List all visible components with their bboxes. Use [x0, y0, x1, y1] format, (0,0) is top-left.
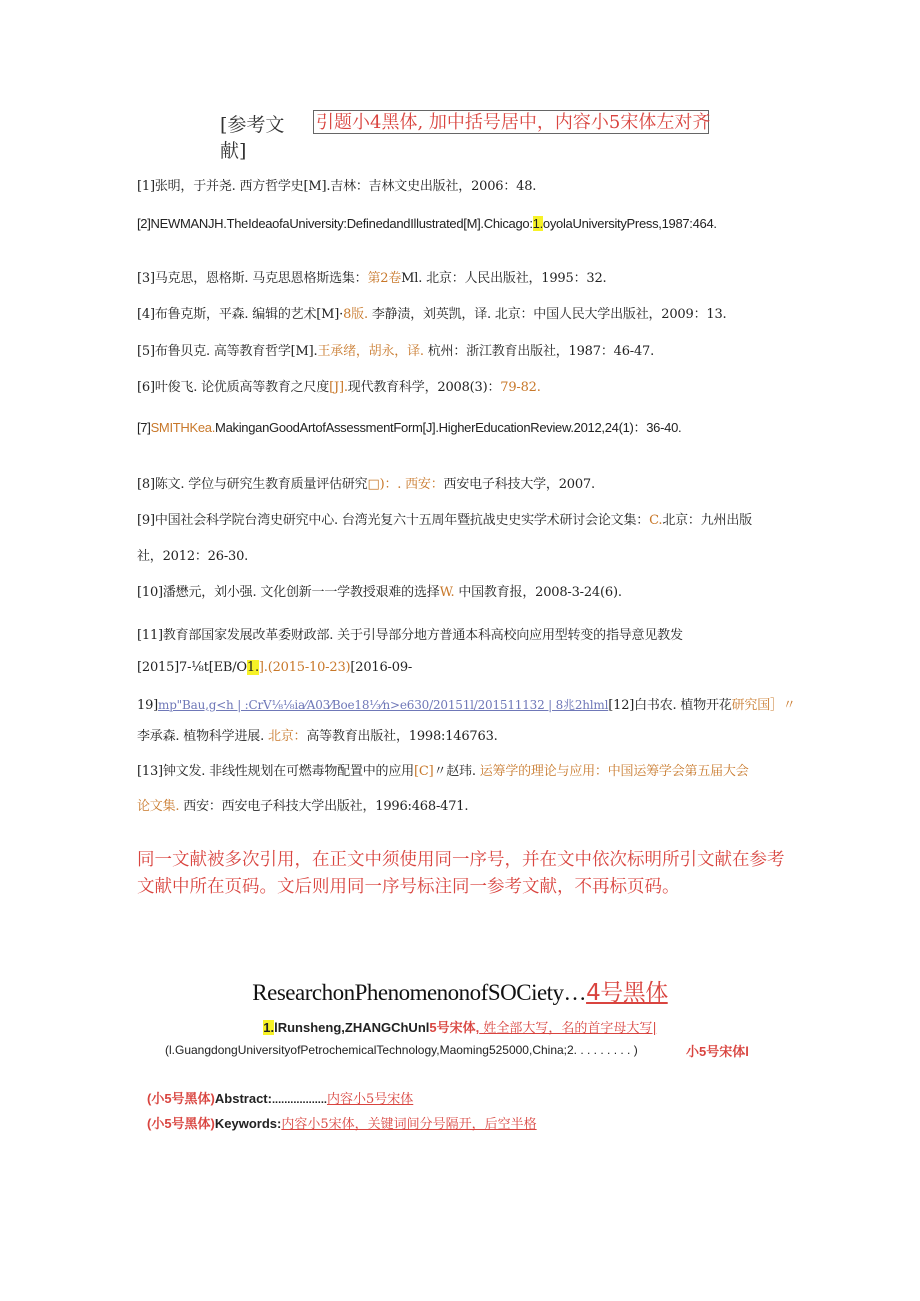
reference-9	[137, 509, 752, 528]
reference-4	[137, 303, 726, 322]
reference-12-line2	[137, 725, 498, 744]
abstract-line	[147, 1088, 413, 1107]
reference-6-text-mid: 现代教育科学，2008(3)：	[347, 380, 501, 395]
reference-11-date: ].(2015-10-23)	[258, 660, 351, 675]
author-annotation-1: 5号宋体,	[429, 1020, 480, 1035]
reference-12-text-line2-end: 高等教育出版社，1998:146763.	[306, 729, 498, 744]
reference-10-text-end: 中国教育报，2008-3-24(6).	[454, 585, 622, 600]
reference-3	[137, 267, 606, 286]
reference-13-line2	[137, 795, 468, 814]
reference-2-highlight: 1.	[532, 216, 543, 231]
english-title	[0, 974, 920, 1007]
reference-3-text: [3]马克思，恩格斯. 马克思恩格斯选集：	[137, 271, 368, 286]
reference-10	[137, 581, 622, 600]
reference-9-line2	[137, 545, 248, 564]
english-title-text: ResearchonPhenomenonofSOCiety…	[252, 980, 587, 1005]
reference-13-text: [13]钟文发. 非线性规划在可燃毒物配置中的应用	[137, 764, 414, 779]
citation-note: 同一文献被多次引用，在正文中须使用同一序号，并在文中依次标明所引文献在参考文献中所在页码。文后则用同一序号标注同一参考文献，不再标页码。	[137, 850, 785, 897]
reference-7-text-end: MakinganGoodArtofAssessmentForm[J].HigherEducationReview.2012,24(1)：36-40.	[215, 420, 682, 435]
reference-9-text-line2: 社，2012：26-30.	[137, 549, 249, 564]
reference-3-mark: 第2卷	[367, 271, 402, 286]
abstract-annotation: (小5号黑体)	[147, 1091, 215, 1106]
reference-3-text-end: Ml. 北京：人民出版社，1995：32.	[401, 271, 607, 286]
reference-12-text: [12]白书农. 植物开花	[608, 698, 732, 713]
reference-8-text-end: 西安电子科技大学，2007.	[443, 477, 595, 492]
reference-11-text-line2: [2015]7-⅛t[EB/O	[137, 660, 247, 675]
reference-11-line3	[137, 694, 796, 713]
reference-13-mark-3: 论文集.	[137, 799, 180, 814]
reference-6-mark-1: [J].	[329, 380, 348, 395]
author-highlight: 1.	[263, 1020, 275, 1035]
references-heading	[220, 112, 284, 164]
reference-11-url-link[interactable]: mp"Bau,g<h | :CrV⅛⅛ia⁄A03⁄Boe18⅓⁄n>e630/20151l/201511132 | 8兆2hlml	[158, 698, 609, 712]
reference-8-mark: □)：. 西安：	[367, 477, 444, 492]
reference-6-mark-2: 79-82.	[500, 380, 541, 395]
reference-6	[137, 376, 541, 395]
reference-4-text-end: 李静渍，刘英凯，译. 北京：中国人民大学出版社，2009：13.	[367, 307, 727, 322]
reference-8	[137, 473, 595, 492]
keywords-content: 内容小5宋体，关键词间分号隔开，后空半格	[281, 1117, 537, 1132]
english-title-annotation: 4号黑体	[586, 980, 668, 1006]
reference-1-text: [1]张明，于并尧. 西方哲学史[M].吉林：吉林文史出版社，2006：48.	[137, 179, 537, 194]
reference-5-text-end: 杭州：浙江教育出版社，1987：46-47.	[423, 344, 655, 359]
reference-4-text: [4]布鲁克斯，平森. 编辑的艺术[M]·	[137, 307, 344, 322]
reference-4-mark: 8版.	[343, 307, 368, 322]
references-heading-line2: 献]	[220, 140, 247, 162]
reference-13-mark-2: 运筹学的理论与应用：中国运筹学会第五届大会	[479, 764, 749, 779]
reference-2-text: [2]NEWMANJH.TheIdeaofaUniversity:DefinedandIllustrated[M].Chicago:	[137, 216, 533, 231]
author-names: lRunsheng,ZHANGChUnl	[274, 1020, 430, 1035]
affiliation-text: (l.GuangdongUniversityofPetrochemicalTechnology,Maoming525000,China;2. . . . . . . . . )	[165, 1043, 638, 1057]
heading-annotation-box: 引题小4黑体, 加中括号居中，内容小5宋体左对齐	[313, 110, 709, 134]
reference-12-text-line2: 李承森. 植物科学进展.	[137, 729, 268, 744]
reference-11-cited-date: [2016-09-	[350, 660, 413, 675]
reference-13-text-line2: 西安：西安电子科技大学出版社，1996:468-471.	[179, 799, 469, 814]
reference-7-mark: SMITHKea.	[150, 420, 216, 435]
reference-2-text-end: oyolaUniversityPress,1987:464.	[542, 216, 717, 231]
keywords-line	[147, 1113, 537, 1132]
references-heading-line1: [参考文	[220, 114, 285, 136]
reference-13-mark-1: [C]	[413, 764, 434, 779]
reference-9-mark: C.	[649, 513, 663, 528]
author-annotation-2: 姓全部大写，名的首字母大写|	[479, 1021, 657, 1036]
reference-8-text: [8]陈文. 学位与研究生教育质量评估研究	[137, 477, 368, 492]
reference-9-text: [9]中国社会科学院台湾史研究中心. 台湾光复六十五周年暨抗战史史实学术研讨会论文集：	[137, 513, 650, 528]
abstract-dots: ..................	[271, 1094, 327, 1106]
reference-6-text: [6]叶俊飞. 论优质高等教育之尺度	[137, 380, 330, 395]
reference-11	[137, 624, 683, 643]
reference-7	[137, 417, 681, 436]
reference-11-text: [11]教育部国家发展改革委财政部. 关于引导部分地方普通本科高校向应用型转变的指导意见教发	[137, 628, 683, 643]
reference-11-highlight: 1.	[246, 660, 259, 675]
reference-13-text-mid: 〃赵玮.	[433, 764, 480, 779]
reference-1	[137, 175, 536, 194]
reference-5	[137, 340, 654, 359]
reference-5-text: [5]布鲁贝克. 高等教育哲学[M].	[137, 344, 318, 359]
keywords-annotation: (小5号黑体)	[147, 1116, 215, 1131]
reference-12-mark-2: 北京：	[267, 729, 307, 744]
abstract-content: 内容小5号宋体	[326, 1092, 414, 1107]
affiliation-annotation: 小5号宋体l	[686, 1044, 749, 1059]
english-affiliation	[165, 1043, 638, 1057]
reference-13	[137, 760, 749, 779]
reference-10-text: [10]潘懋元，刘小强. 文化创新一一学教授艰难的选择	[137, 585, 440, 600]
reference-7-text: [7]	[137, 420, 151, 435]
reference-5-mark: 王承绪，胡永，译.	[317, 344, 424, 359]
abstract-label: Abstract:	[214, 1091, 272, 1106]
reference-12-mark: 研究国］〃	[731, 698, 796, 713]
keywords-label: Keywords:	[214, 1116, 282, 1131]
reference-10-mark: W.	[439, 585, 455, 600]
reference-11-line2	[137, 660, 412, 675]
english-author	[0, 1017, 920, 1036]
reference-2	[137, 216, 717, 231]
reference-9-text-end: 北京：九州出版	[662, 513, 752, 528]
reference-11-text-line3: 19]	[137, 698, 159, 713]
